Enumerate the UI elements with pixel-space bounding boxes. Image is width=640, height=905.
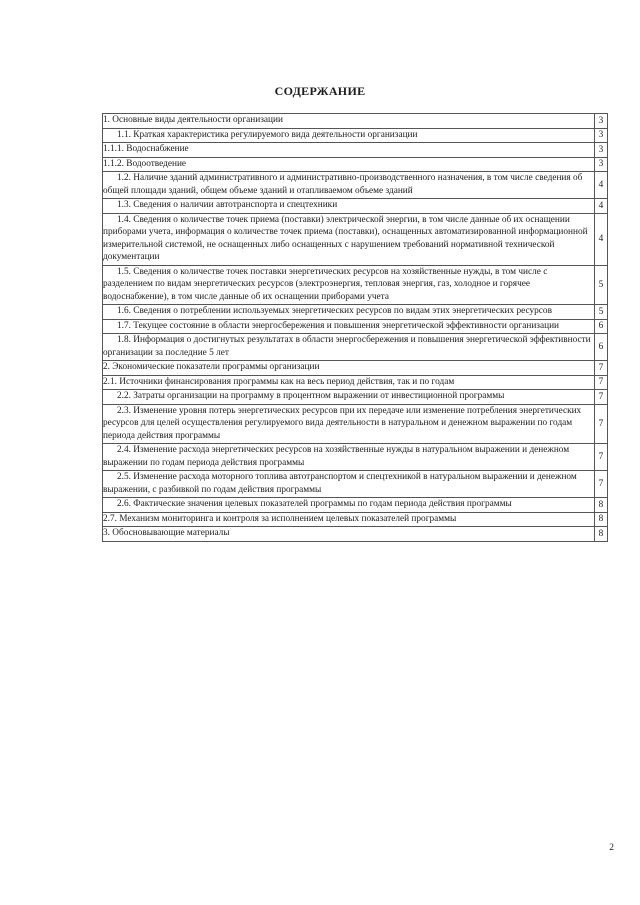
toc-entry-page: 8 — [595, 527, 608, 542]
toc-entry-page: 7 — [595, 404, 608, 444]
toc-entry-page: 6 — [595, 319, 608, 334]
toc-row — [103, 390, 608, 405]
toc-entry-title: 2.4. Изменение расхода энергетических ресурсов на хозяйственные нужды в натуральном выражении и денежном выражении по годам периода действия программы — [103, 444, 595, 471]
toc-entry-title: 1.5. Сведения о количестве точек поставки энергетических ресурсов на хозяйственные нужды, в том числе с разделением по видам энергетических ресурсов (электроэнергия, тепловая энергия, газ, холодное и горячее водоснабжение), в том числе данные об их оснащении приборами учета — [103, 265, 595, 305]
toc-body — [103, 114, 608, 542]
toc-entry-title: 2. Экономические показатели программы организации — [103, 361, 595, 376]
toc-entry-page: 4 — [595, 213, 608, 265]
toc-entry-title: 1.1.2. Водоотведение — [103, 157, 595, 172]
toc-entry-title: 1.1. Краткая характеристика регулируемого вида деятельности организации — [103, 128, 595, 143]
toc-entry-page: 7 — [595, 444, 608, 471]
toc-entry-title: 1.3. Сведения о наличии автотранспорта и спецтехники — [103, 199, 595, 214]
toc-row — [103, 199, 608, 214]
toc-row — [103, 471, 608, 498]
toc-row — [103, 444, 608, 471]
toc-entry-title: 1.2. Наличие зданий административного и административно-производственного назначения, в том числе сведения об общей площади зданий, общем объеме зданий и отапливаемом объеме зданий — [103, 172, 595, 199]
toc-entry-page: 3 — [595, 143, 608, 158]
toc-row — [103, 143, 608, 158]
toc-row — [103, 498, 608, 513]
toc-row — [103, 114, 608, 129]
toc-entry-page: 6 — [595, 334, 608, 361]
toc-entry-page: 4 — [595, 199, 608, 214]
toc-entry-title: 2.2. Затраты организации на программу в процентном выражении от инвестиционной программы — [103, 390, 595, 405]
toc-row — [103, 213, 608, 265]
toc-entry-title: 1.6. Сведения о потреблении используемых энергетических ресурсов по видам этих энергетических ресурсов — [103, 305, 595, 320]
toc-row — [103, 172, 608, 199]
toc-entry-title: 2.5. Изменение расхода моторного топлива автотранспортом и спецтехникой в натуральном выражении и денежном выражении, с разбивкой по годам действия программы — [103, 471, 595, 498]
toc-entry-title: 2.3. Изменение уровня потерь энергетических ресурсов при их передаче или изменение потребления энергетических ресурсов для целей осуществления регулируемого вида деятельности в натуральном и денежном выражении по годам периода действия программы — [103, 404, 595, 444]
toc-entry-page: 3 — [595, 128, 608, 143]
toc-row — [103, 305, 608, 320]
toc-row — [103, 319, 608, 334]
toc-entry-title: 1.8. Информация о достигнутых результатах в области энергосбережения и повышения энергетической эффективности организации за последние 5 лет — [103, 334, 595, 361]
toc-row — [103, 265, 608, 305]
toc-entry-title: 3. Обосновывающие материалы — [103, 527, 595, 542]
toc-entry-page: 3 — [595, 157, 608, 172]
toc-entry-page: 3 — [595, 114, 608, 129]
page-title: СОДЕРЖАНИЕ — [274, 84, 366, 98]
table-of-contents — [102, 113, 608, 542]
toc-entry-page: 4 — [595, 172, 608, 199]
toc-entry-title: 1.1.1. Водоснабжение — [103, 143, 595, 158]
toc-entry-page: 8 — [595, 498, 608, 513]
toc-entry-page: 8 — [595, 512, 608, 527]
toc-row — [103, 128, 608, 143]
toc-entry-title: 2.7. Механизм мониторинга и контроля за исполнением целевых показателей программы — [103, 512, 595, 527]
toc-entry-page: 7 — [595, 375, 608, 390]
toc-row — [103, 527, 608, 542]
toc-entry-page: 7 — [595, 471, 608, 498]
toc-row — [103, 512, 608, 527]
toc-entry-page: 5 — [595, 265, 608, 305]
toc-row — [103, 334, 608, 361]
toc-entry-page: 5 — [595, 305, 608, 320]
toc-entry-page: 7 — [595, 390, 608, 405]
toc-entry-title: 1.7. Текущее состояние в области энергосбережения и повышения энергетической эффективности организации — [103, 319, 595, 334]
toc-entry-title: 2.1. Источники финансирования программы как на весь период действия, так и по годам — [103, 375, 595, 390]
toc-row — [103, 361, 608, 376]
toc-entry-title: 2.6. Фактические значения целевых показателей программы по годам периода действия программы — [103, 498, 595, 513]
toc-row — [103, 404, 608, 444]
page-number: 2 — [609, 843, 614, 853]
toc-entry-page: 7 — [595, 361, 608, 376]
toc-entry-title: 1.4. Сведения о количестве точек приема (поставки) электрической энергии, в том числе данные об их оснащении приборами учета, информация о количестве точек приема (поставки), оснащенных автоматизированной информационной измерительной системой, не оснащенных либо оснащенных с нарушением требований нормативной технической документации — [103, 213, 595, 265]
toc-entry-title: 1. Основные виды деятельности организации — [103, 114, 595, 129]
toc-row — [103, 375, 608, 390]
toc-row — [103, 157, 608, 172]
